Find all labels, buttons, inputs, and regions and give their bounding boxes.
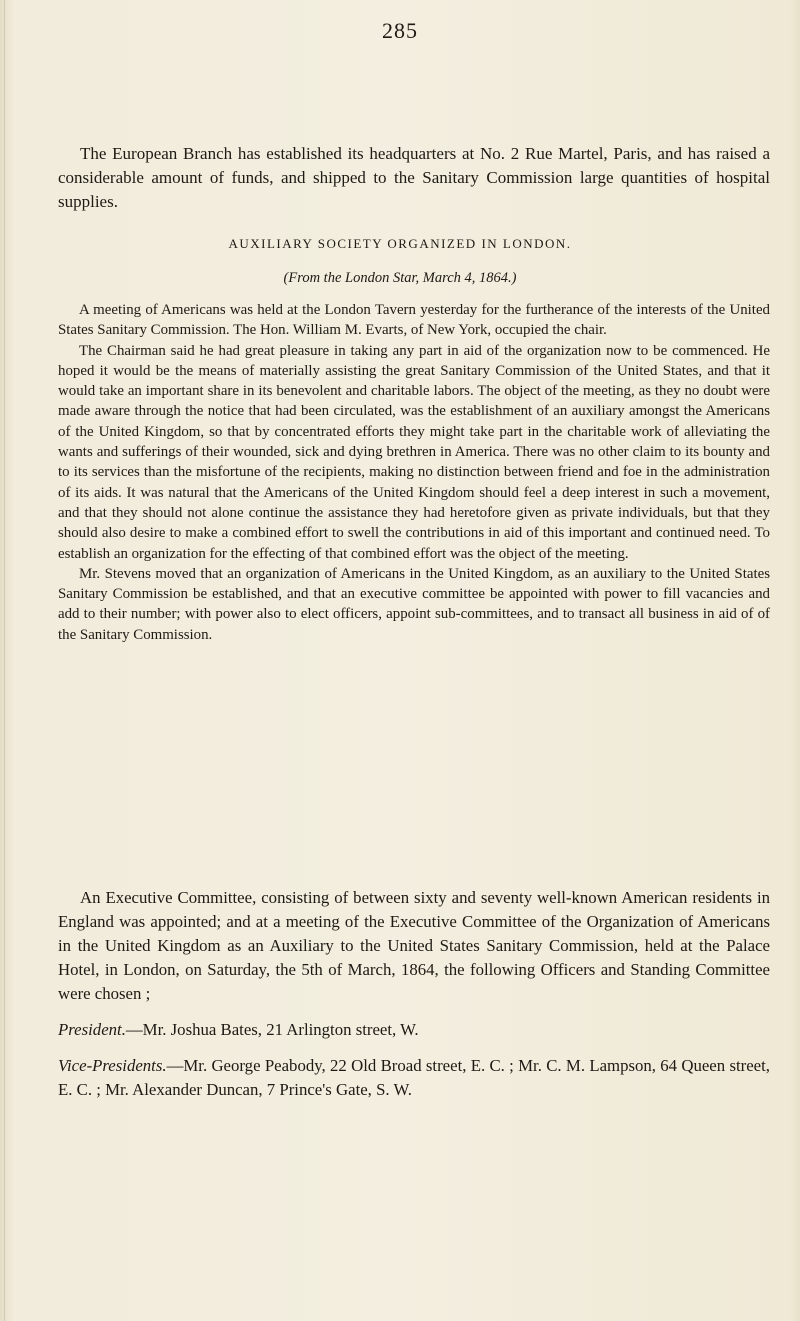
vice-presidents-entry [58,1054,770,1102]
source-citation [0,270,800,287]
intro-paragraph: The European Branch has established its headquarters at No. 2 Rue Martel, Paris, and has raised a considerable amount of funds, and shipped to the Sanitary Commission large quantities of hospital supplies. [58,144,770,211]
intro-paragraph-block [58,142,770,214]
president-entry [58,1018,770,1042]
binding-edge [4,0,5,1321]
executive-paragraph: An Executive Committee, consisting of between sixty and seventy well-known American residents in England was appointed; and at a meeting of the Executive Committee of the Organization of Americans in the United Kingdom as an Auxiliary to the United States Sanitary Commission, held at the Palace Hotel, in London, on Saturday, the 5th of March, 1864, the following Officers and Standing Committee were chosen ; [58,888,770,1003]
article-body [58,300,770,645]
article-paragraph: A meeting of Americans was held at the London Tavern yesterday for the furtherance of the interests of the United States Sanitary Commission. The Hon. William M. Evarts, of New York, occupied the chair. [58,302,770,339]
president-text: —Mr. Joshua Bates, 21 Arlington street, W. [125,1020,419,1039]
vice-presidents-label: Vice-Presidents. [58,1056,167,1075]
page-number: 285 [382,18,418,43]
vice-presidents-text: —Mr. George Peabody, 22 Old Broad street, E. C. ; Mr. C. M. Lampson, 64 Queen street, E. C. ; Mr. Alexander Duncan, 7 Prince's Gate, S. W. [58,1056,770,1099]
article-paragraph: Mr. Stevens moved that an organization of Americans in the United Kingdom, as an auxiliary to the United States Sanitary Commission be established, and that an executive committee be appointed with power to fill vacancies and add to their number; with power also to elect officers, appoint sub-committees, and to transact all business in aid of of the Sanitary Commission. [58,565,770,643]
source-citation-text: (From the London Star, March 4, 1864.) [283,270,517,286]
executive-section [58,886,770,1102]
article-paragraph: The Chairman said he had great pleasure in taking any part in aid of the organization now to be commenced. He hoped it would be the means of materially assisting the great Sanitary Commission of the United States, and that it would take an important share in its benevolent and charitable labors. The object of the meeting, as they no doubt were made aware through the notice that had been circulated, was the establishment of an auxiliary amongst the Americans of the United Kingdom, so that by concentrated efforts they might take part in the charitable work of alleviating the wants and sufferings of their wounded, sick and dying brethren in America. There was no other claim to its bounty and to its services than the misfortune of the recipients, making no distinction between friend and foe in the administration of its aids. It was natural that the Americans of the United Kingdom should feel a deep interest in such a movement, and that they should not alone continue the assistance they had heretofore given as private individuals, but that they should also desire to make a combined effort to swell the contributions in aid of this important and continued need. To establish an organization for the effecting of that combined effort was the object of the meeting. [58,342,770,562]
section-heading: AUXILIARY SOCIETY ORGANIZED IN LONDON. [228,236,572,251]
president-label: President. [58,1020,126,1039]
